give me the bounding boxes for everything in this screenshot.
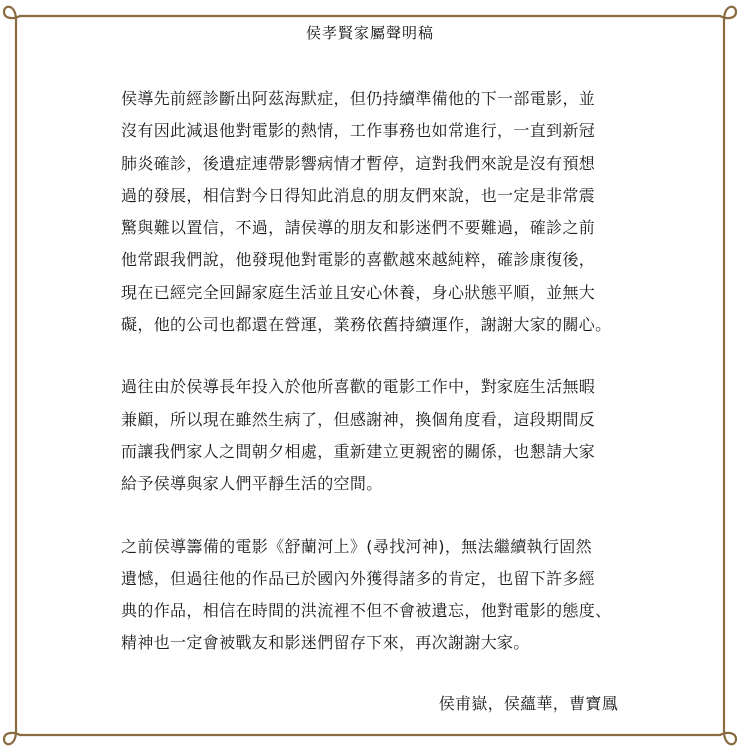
statement-body (121, 83, 621, 660)
text-line: 典的作品，相信在時間的洪流裡不但不會被遺忘，他對電影的態度、 (121, 601, 612, 621)
text-line: 侯導先前經診斷出阿茲海默症，但仍持續準備他的下一部電影，並 (121, 89, 596, 108)
signature-names: 侯甫嶽，侯蘊華，曹寶鳳 (438, 694, 618, 713)
paragraph-2 (121, 371, 621, 500)
text-line: 肺炎確診，後遺症連帶影響病情才暫停，這對我們來說是沒有預想 (121, 153, 596, 173)
text-line: 而讓我們家人之間朝夕相處，重新建立更親密的關係，也懇請大家 (121, 441, 596, 461)
text-line: 過往由於侯導長年投入於他所喜歡的電影工作中，對家庭生活無暇 (121, 377, 596, 397)
text-line: 沒有因此減退他對電影的熱情，工作事務也如常進行，一直到新冠 (121, 121, 596, 141)
document-title: 侯孝賢家屬聲明稿 (305, 24, 434, 42)
text-line: 過的發展，相信對今日得知此消息的朋友們來說，也一定是非常震 (121, 185, 596, 205)
text-line: 現在已經完全回歸家庭生活並且安心休養，身心狀態平順，並無大 (121, 282, 596, 302)
text-line: 他常跟我們說，他發現他對電影的喜歡越來越純粹，確診康復後， (121, 250, 596, 270)
text-line: 精神也一定會被戰友和影迷們留存下來，再次謝謝大家。 (121, 633, 530, 653)
text-line: 給予侯導與家人們平靜生活的空間。 (121, 474, 383, 494)
paragraph-3 (121, 531, 621, 660)
text-line: 之前侯導籌備的電影《舒蘭河上》(尋找河神)，無法繼續執行固然 (121, 536, 592, 556)
text-line: 兼顧，所以現在雖然生病了，但感謝神，換個角度看，這段期間反 (121, 409, 596, 429)
text-line: 礙，他的公司也都還在營運，業務依舊持續運作，謝謝大家的關心。 (121, 315, 612, 335)
text-line: 驚與難以置信，不過，請侯導的朋友和影迷們不要難過，確診之前 (121, 218, 596, 238)
text-line: 遺憾，但過往他的作品已於國內外獲得諸多的肯定，也留下許多經 (121, 568, 596, 588)
paragraph-1 (121, 83, 621, 341)
